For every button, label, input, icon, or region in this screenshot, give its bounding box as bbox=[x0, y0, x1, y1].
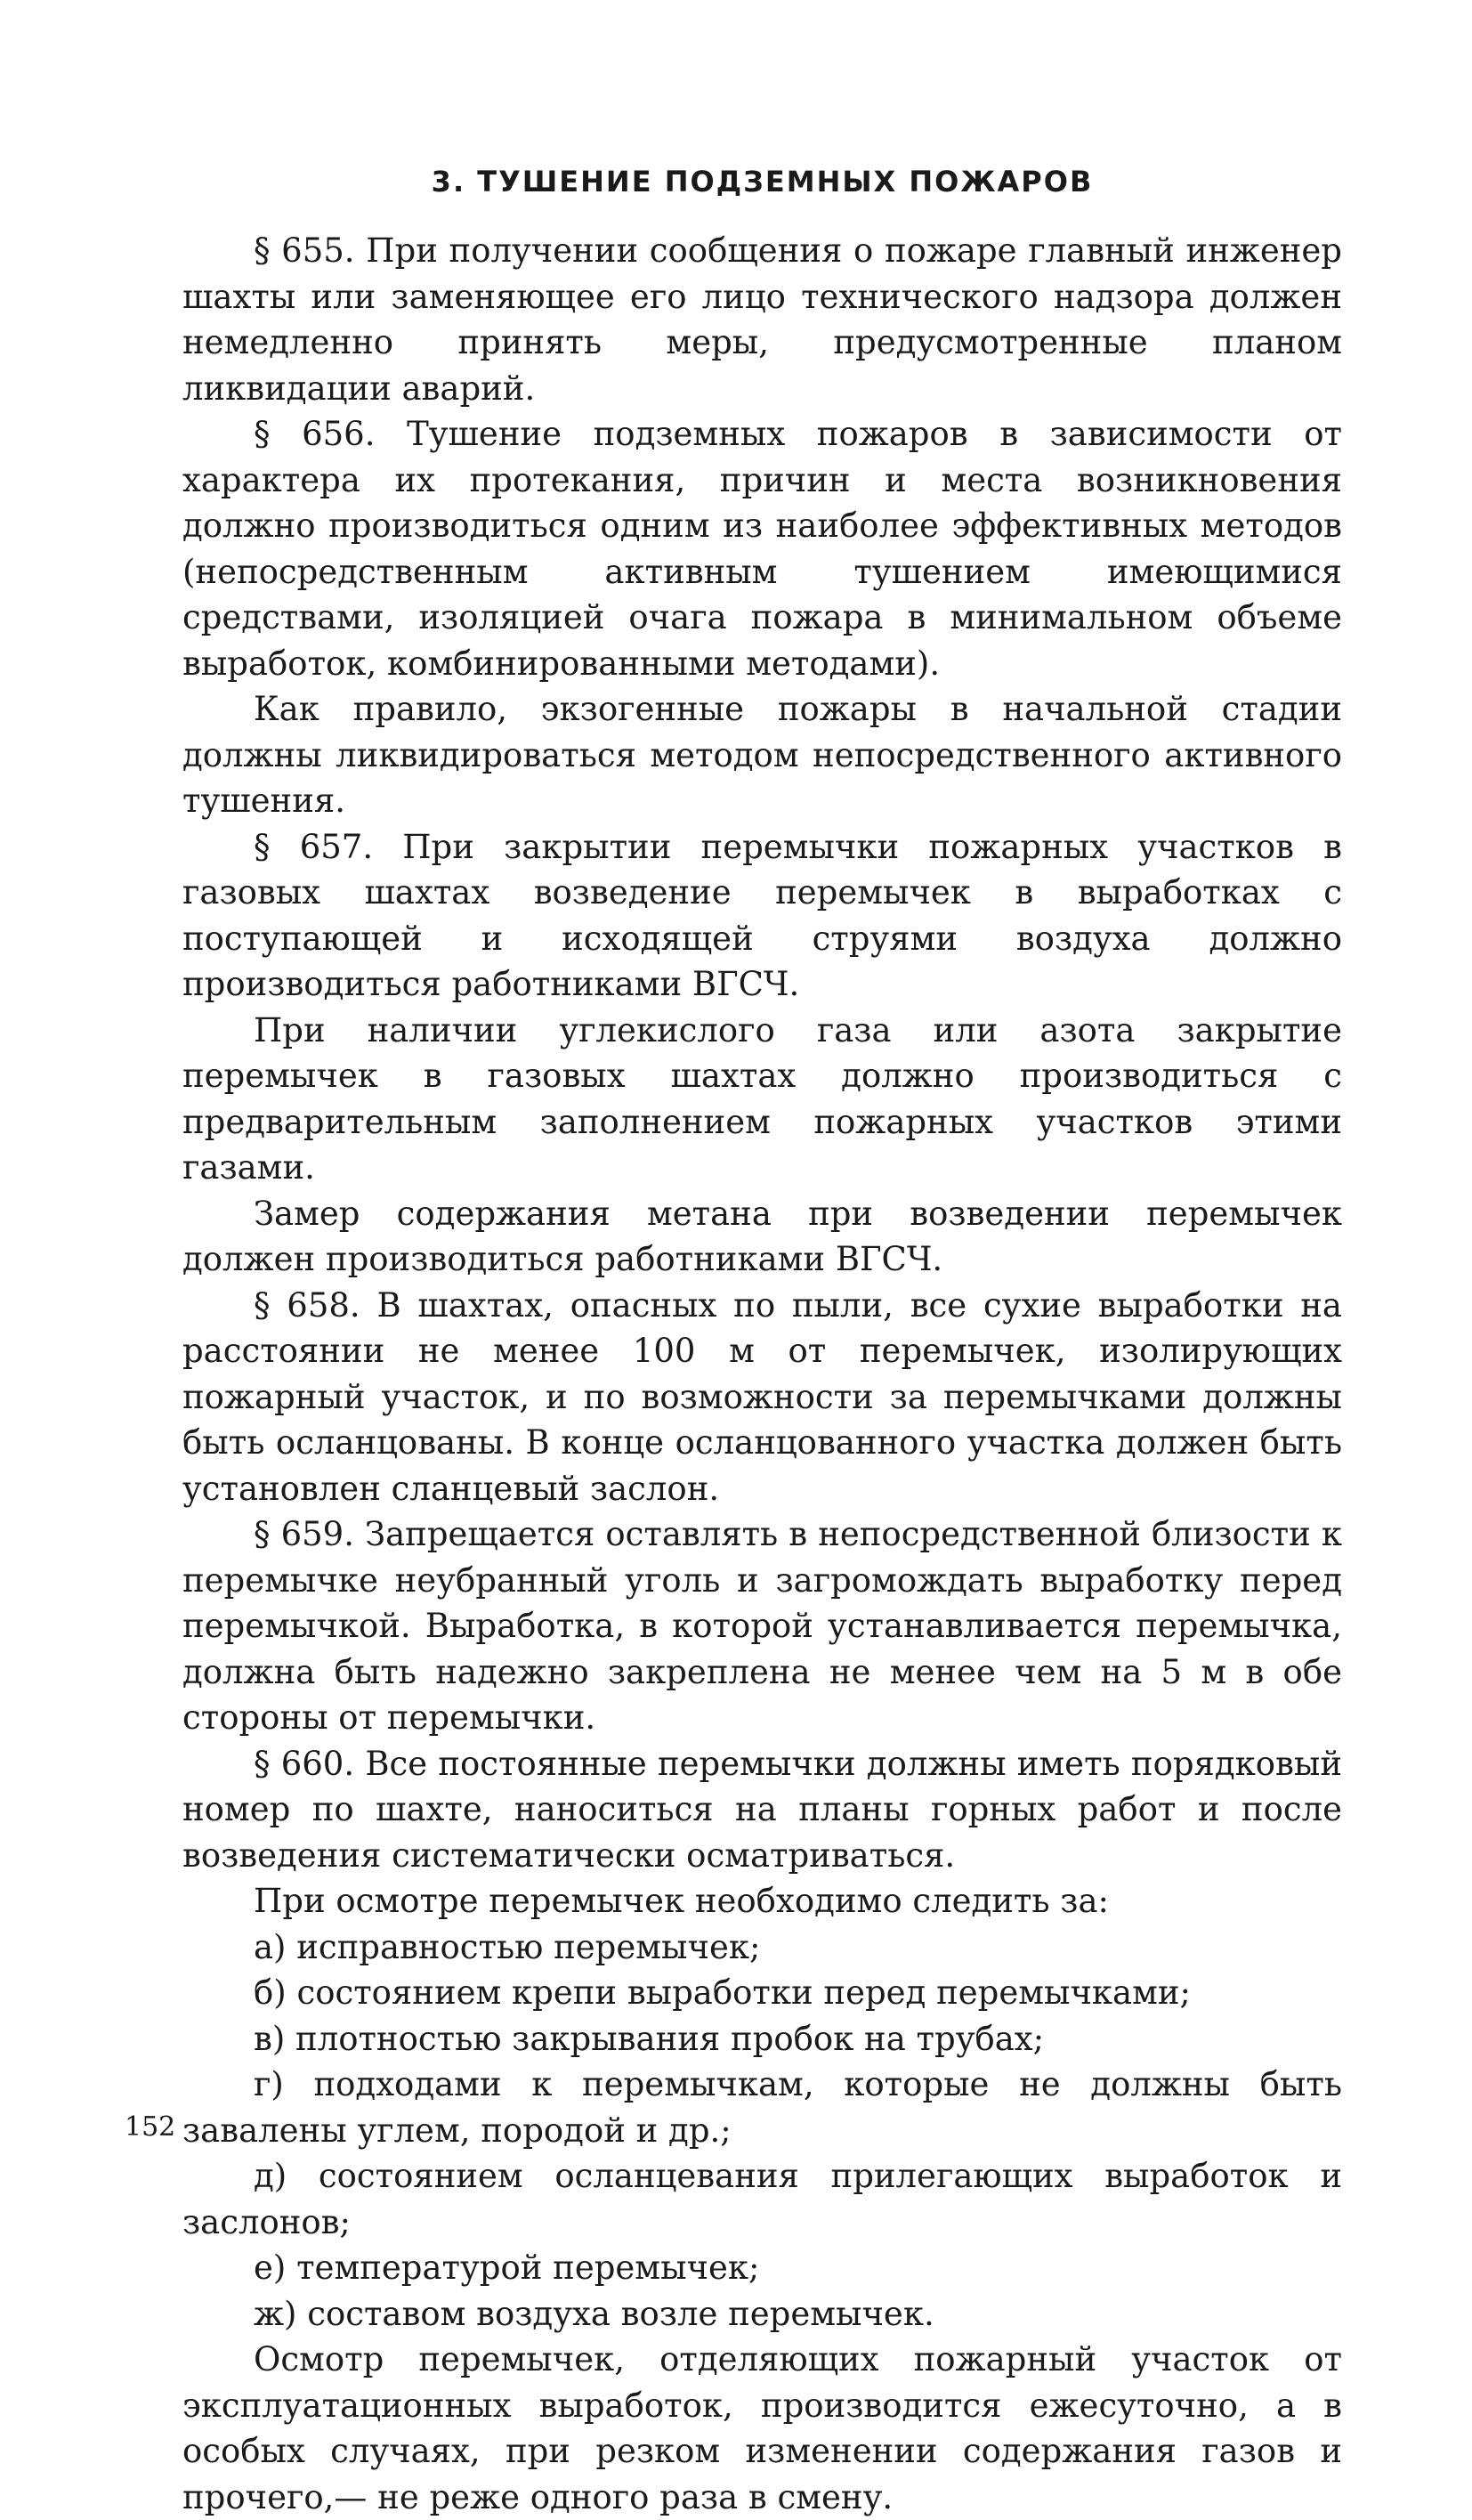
paragraph-658: § 658. В шахтах, опасных по пыли, все сухие выработки на расстоянии не менее 100 м от перемычек, изолирующих пожарный участок, и по возможности за перемычками должны быть осланцованы. В конце осланцованного участка должен быть установлен сланцевый заслон. bbox=[182, 1285, 1342, 1508]
paragraph-655: § 655. При получении сообщения о пожаре главный инженер шахты или заменяющее его лицо технического надзора должен немедленно принять меры, предусмотренные планом ликвидации аварий. bbox=[182, 231, 1342, 408]
paragraph-657-co2: При наличии углекислого газа или азота закрытие перемычек в газовых шахтах должно производиться с предварительным заполнением пожарных участков этими газами. bbox=[182, 1010, 1342, 1187]
document-page bbox=[182, 160, 1342, 2520]
paragraph-657: § 657. При закрытии перемычки пожарных участков в газовых шахтах возведение перемычек в выработках с поступающей и исходящей струями воздуха должно производиться работниками ВГСЧ. bbox=[182, 827, 1342, 1003]
paragraph-inspection-intro: При осмотре перемычек необходимо следить за: bbox=[254, 1882, 1110, 1920]
paragraph-660: § 660. Все постоянные перемычки должны иметь порядковый номер по шахте, наноситься на планы горных работ и после возведения систематически осматриваться. bbox=[182, 1744, 1342, 1875]
paragraph-closing: Осмотр перемычек, отделяющих пожарный участок от эксплуатационных выработок, производится ежесуточно, а в особых случаях, при резком изменении содержания газов и прочего,— не реже одного раза в смену. bbox=[182, 2340, 1342, 2516]
section-title: 3. ТУШЕНИЕ ПОДЗЕМНЫХ ПОЖАРОВ bbox=[431, 165, 1094, 199]
list-item: г) подходами к перемычкам, которые не должны быть завалены углем, породой и др.; bbox=[182, 2065, 1342, 2150]
list-item: ж) составом воздуха возле перемычек. bbox=[254, 2294, 934, 2333]
list-item: а) исправностью перемычек; bbox=[254, 1927, 761, 1966]
inspection-list bbox=[182, 1924, 1342, 2338]
paragraph-656-note: Как правило, экзогенные пожары в начальной стадии должны ликвидироваться методом непосредственного активного тушения. bbox=[182, 690, 1342, 820]
paragraph-659: § 659. Запрещается оставлять в непосредственной близости к перемычке неубранный уголь и загромождать выработку перед перемычкой. Выработка, в которой устанавливается перемычка, должна быть надежно закреплена не менее чем на 5 м в обе стороны от перемычки. bbox=[182, 1515, 1342, 1737]
list-item: д) состоянием осланцевания прилегающих выработок и заслонов; bbox=[182, 2157, 1342, 2241]
paragraph-657-methane: Замер содержания метана при возведении перемычек должен производиться работниками ВГСЧ. bbox=[182, 1194, 1342, 1278]
paragraph-656: § 656. Тушение подземных пожаров в зависимости от характера их протекания, причин и места возникновения должно производиться одним из наиболее эффективных методов (непосредственным активным тушением имеющимися средствами, изоляцией очага пожара в минимальном объеме выработок, комбинированными методами). bbox=[182, 415, 1342, 683]
list-item: б) состоянием крепи выработки перед перемычками; bbox=[254, 1973, 1192, 2012]
list-item: е) температурой перемычек; bbox=[254, 2249, 760, 2287]
list-item: в) плотностью закрывания пробок на трубах; bbox=[254, 2019, 1045, 2058]
page-number: 152 bbox=[125, 2111, 176, 2143]
